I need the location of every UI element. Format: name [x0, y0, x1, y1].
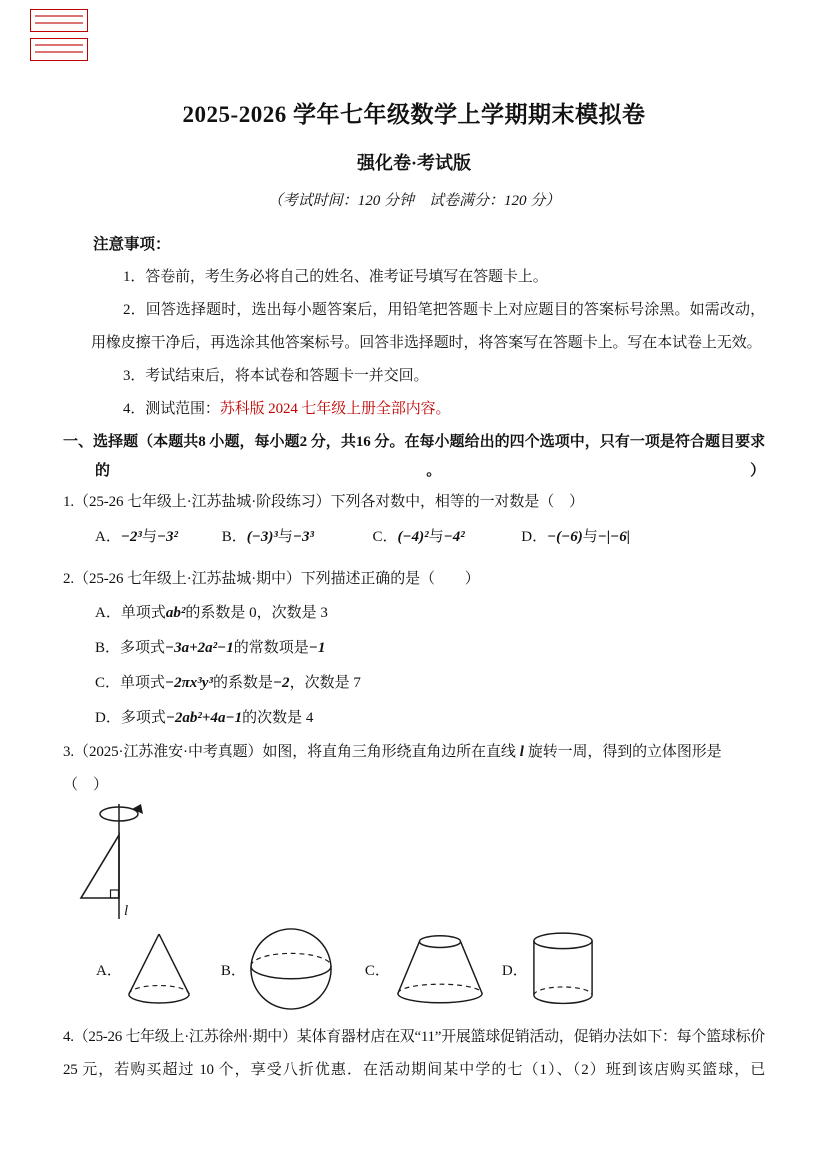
notice-item-1: 1．答卷前，考生务必将自己的姓名、准考证号填写在答题卡上。	[123, 269, 548, 285]
notice-item-4-scope: 苏科版 2024 七年级上册全部内容。	[219, 401, 451, 417]
notice-item-2: 2．回答选择题时，选出每小题答案后，用铅笔把答题卡上对应题目的答案标号涂黑。如需改动，用橡皮擦干净后，再选涂其他答案标号。回答非选择题时，将答案写在答题卡上。写在本试卷上无效。	[91, 302, 765, 351]
q2-option-b: B．多项式−3a+2a²−1的常数项是−1	[95, 640, 326, 656]
q2-option-d: D．多项式−2ab²+4a−1的次数是 4	[95, 710, 314, 726]
q2-option-c: C．单项式−2πx³y³的系数是−2，次数是 7	[95, 675, 361, 691]
axis-label: l	[124, 903, 129, 919]
stamp-text-line	[35, 22, 83, 24]
paper-subtitle: 强化卷·考试版	[356, 153, 471, 173]
q1-option-c: C．(−4)²与−4²	[372, 529, 465, 545]
notice-item-4	[63, 393, 765, 426]
notice-item-4-prefix: 4．测试范围：	[123, 401, 220, 417]
stamp-text-line	[35, 15, 83, 17]
stamp-text-line	[35, 51, 83, 53]
cylinder-icon	[531, 930, 595, 1008]
rotation-figure	[71, 801, 149, 923]
q3-option-b-label: B．	[220, 962, 246, 979]
line-l-symbol: l	[519, 744, 524, 760]
page-title: 2025-2026 学年七年级数学上学期期末模拟卷	[182, 102, 646, 127]
q1-option-a: A．−2³与−3²	[95, 529, 179, 545]
question-1-stem: 1.（25-26 七年级上·江苏盐城·阶段练习）下列各对数中，相等的一对数是（ ）	[63, 494, 584, 510]
q3-option-b	[221, 926, 333, 1012]
question-1-options	[63, 519, 765, 555]
notice-section	[63, 228, 765, 426]
question-3-options	[63, 925, 765, 1013]
section-1-heading: 一、选择题（本题共8 小题，每小题2 分，共16 分。在每小题给出的四个选项中，只有一项是符合题目要求的。）	[63, 434, 765, 479]
q1-option-b: B．(−3)³与−3³	[221, 529, 314, 545]
notice-label: 注意事项：	[93, 236, 171, 253]
cone-icon	[125, 929, 193, 1009]
q2-option-a: A．单项式ab²的系数是 0，次数是 3	[95, 605, 328, 621]
q3-option-a	[96, 929, 193, 1009]
question-2	[63, 563, 765, 736]
question-2-stem: 2.（25-26 七年级上·江苏盐城·期中）下列描述正确的是（ ）	[63, 571, 480, 587]
stamp-text-line	[35, 44, 83, 46]
notice-item-3: 3．考试结束后，将本试卷和答题卡一并交回。	[123, 368, 429, 384]
red-stamps	[30, 9, 88, 67]
red-stamp-top	[30, 9, 88, 32]
q3-option-c	[365, 931, 487, 1007]
right-triangle	[81, 835, 119, 898]
question-3-stem: 3.（2025·江苏淮安·中考真题）如图，将直角三角形绕直角边所在直线 l 旋转一周，得到的立体图形是	[63, 744, 722, 760]
page-content	[63, 0, 765, 1087]
question-4-stem: 4.（25-26 七年级上·江苏徐州·期中）某体育器材店在双“11”开展篮球促销活动，促销办法如下：每个篮球标价 25 元，若购买超过 10 个，享受八折优惠．在活动期间某中学的七（1）、（2）班到该店购买篮球，已	[63, 1029, 765, 1078]
question-1	[63, 486, 765, 555]
exam-info-line: （考试时间：120 分钟 试卷满分：120 分）	[267, 193, 561, 209]
red-stamp-bottom	[30, 38, 88, 61]
q3-option-d	[502, 930, 595, 1008]
q3-option-c-label: C．	[364, 962, 390, 979]
sphere-icon	[249, 926, 333, 1012]
question-3-answer-paren: （ ）	[63, 777, 109, 793]
q1-option-d: D．−(−6)与−|−6|	[521, 529, 631, 545]
frustum-icon	[393, 931, 487, 1007]
right-angle-marker	[111, 890, 119, 898]
q3-option-d-label: D．	[501, 962, 528, 979]
q3-option-a-label: A．	[96, 962, 122, 979]
question-3	[63, 736, 765, 1013]
